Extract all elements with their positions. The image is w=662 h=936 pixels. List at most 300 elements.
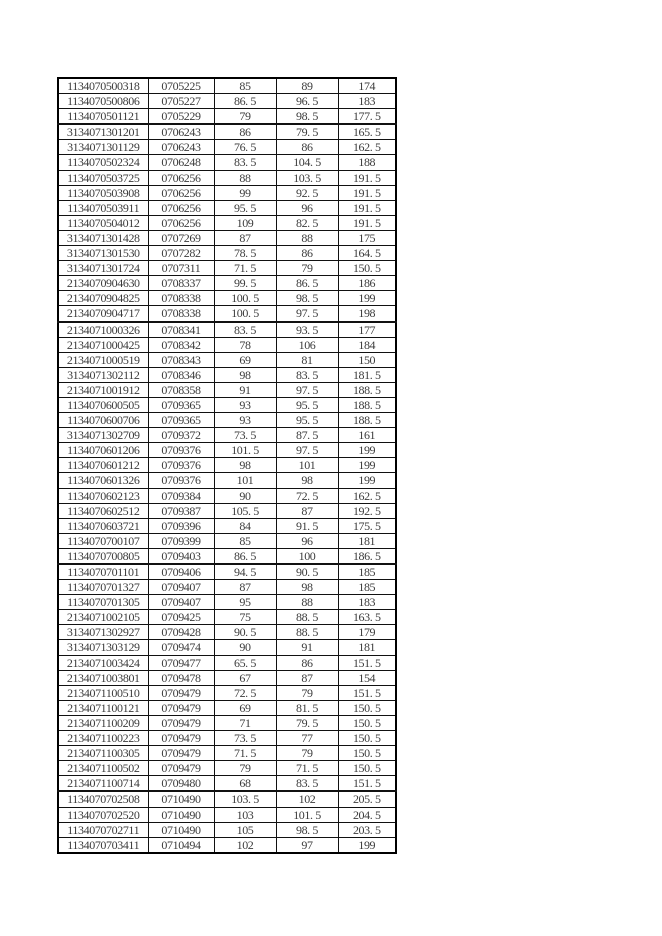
table-row <box>58 109 396 125</box>
table-row <box>58 580 396 595</box>
table-cell: 0706256 <box>148 170 214 185</box>
table-cell: 100 <box>276 548 338 564</box>
table-cell: 0708341 <box>148 322 214 338</box>
table-cell: 88 <box>214 170 276 185</box>
table-cell: 0709428 <box>148 625 214 640</box>
table-cell: 98 <box>214 367 276 382</box>
table-cell: 2134070904825 <box>58 291 148 306</box>
table-cell: 91 <box>276 640 338 655</box>
table-row <box>58 488 396 503</box>
table-cell: 161 <box>338 428 396 443</box>
table-cell: 87 <box>276 670 338 685</box>
table-cell: 102 <box>276 791 338 807</box>
table-cell: 2134071100305 <box>58 746 148 761</box>
table-cell: 2134071100223 <box>58 731 148 746</box>
table-cell: 0705227 <box>148 94 214 109</box>
table-cell: 1134070503908 <box>58 185 148 200</box>
table-cell: 88 <box>276 595 338 610</box>
table-cell: 87 <box>214 580 276 595</box>
table-cell: 150. 5 <box>338 700 396 715</box>
table-cell: 1134070701101 <box>58 564 148 580</box>
table-cell: 97. 5 <box>276 306 338 322</box>
table-cell: 95. 5 <box>276 397 338 412</box>
table-cell: 0709407 <box>148 595 214 610</box>
table-cell: 1134070603721 <box>58 518 148 533</box>
table-cell: 1134070500318 <box>58 78 148 94</box>
table-cell: 2134071100714 <box>58 776 148 792</box>
table-row <box>58 124 396 140</box>
table-cell: 93. 5 <box>276 322 338 338</box>
table-cell: 105. 5 <box>214 503 276 518</box>
table-cell: 0706256 <box>148 185 214 200</box>
table-cell: 1134070701305 <box>58 595 148 610</box>
table-row <box>58 837 396 853</box>
table-row <box>58 306 396 322</box>
table-row <box>58 548 396 564</box>
table-cell: 2134071100121 <box>58 700 148 715</box>
table-cell: 81. 5 <box>276 700 338 715</box>
table-cell: 0709480 <box>148 776 214 792</box>
table-cell: 83. 5 <box>276 776 338 792</box>
table-cell: 95. 5 <box>276 413 338 428</box>
table-cell: 88. 5 <box>276 625 338 640</box>
table-cell: 0709479 <box>148 715 214 730</box>
table-row <box>58 230 396 245</box>
table-cell: 1134070702508 <box>58 791 148 807</box>
table-cell: 0705225 <box>148 78 214 94</box>
table-cell: 77 <box>276 731 338 746</box>
table-cell: 1134070601206 <box>58 443 148 458</box>
table-cell: 151. 5 <box>338 685 396 700</box>
table-cell: 199 <box>338 291 396 306</box>
table-cell: 1134070602123 <box>58 488 148 503</box>
table-cell: 0708343 <box>148 352 214 367</box>
table-cell: 0709425 <box>148 610 214 625</box>
table-row <box>58 170 396 185</box>
table-row <box>58 807 396 822</box>
table-cell: 0709407 <box>148 580 214 595</box>
table-cell: 84 <box>214 518 276 533</box>
table-cell: 71. 5 <box>276 761 338 776</box>
table-cell: 3134071302709 <box>58 428 148 443</box>
table-cell: 69 <box>214 700 276 715</box>
table-cell: 90 <box>214 488 276 503</box>
table-cell: 150. 5 <box>338 761 396 776</box>
table-cell: 103. 5 <box>214 791 276 807</box>
table-row <box>58 140 396 155</box>
table-cell: 177 <box>338 322 396 338</box>
table-cell: 199 <box>338 473 396 488</box>
table-cell: 67 <box>214 670 276 685</box>
table-cell: 95 <box>214 595 276 610</box>
table-row <box>58 610 396 625</box>
table-cell: 191. 5 <box>338 215 396 230</box>
table-row <box>58 246 396 261</box>
scores-table <box>57 77 397 854</box>
table-cell: 0709406 <box>148 564 214 580</box>
table-row <box>58 397 396 412</box>
table-cell: 73. 5 <box>214 428 276 443</box>
table-cell: 0708338 <box>148 291 214 306</box>
table-cell: 1134070600706 <box>58 413 148 428</box>
table-cell: 1134070504012 <box>58 215 148 230</box>
table-cell: 3134071301129 <box>58 140 148 155</box>
table-cell: 0708358 <box>148 382 214 397</box>
table-cell: 96 <box>276 533 338 548</box>
table-cell: 1134070700107 <box>58 533 148 548</box>
table-cell: 188. 5 <box>338 397 396 412</box>
table-cell: 185 <box>338 564 396 580</box>
table-row <box>58 382 396 397</box>
table-cell: 98 <box>276 580 338 595</box>
table-cell: 191. 5 <box>338 185 396 200</box>
table-cell: 150. 5 <box>338 261 396 276</box>
table-row <box>58 731 396 746</box>
table-cell: 78. 5 <box>214 246 276 261</box>
table-cell: 3134071301530 <box>58 246 148 261</box>
table-cell: 0707282 <box>148 246 214 261</box>
table-cell: 1134070701327 <box>58 580 148 595</box>
table-cell: 90. 5 <box>214 625 276 640</box>
table-cell: 0706243 <box>148 124 214 140</box>
table-cell: 93 <box>214 413 276 428</box>
table-cell: 150. 5 <box>338 731 396 746</box>
table-cell: 79 <box>276 746 338 761</box>
table-row <box>58 322 396 338</box>
table-row <box>58 458 396 473</box>
table-cell: 188. 5 <box>338 413 396 428</box>
table-row <box>58 670 396 685</box>
table-cell: 2134070904717 <box>58 306 148 322</box>
table-cell: 87. 5 <box>276 428 338 443</box>
table-cell: 0708342 <box>148 337 214 352</box>
table-row <box>58 291 396 306</box>
table-cell: 1134070501121 <box>58 109 148 125</box>
table-cell: 88. 5 <box>276 610 338 625</box>
table-cell: 68 <box>214 776 276 792</box>
table-row <box>58 428 396 443</box>
table-cell: 91. 5 <box>276 518 338 533</box>
table-row <box>58 78 396 94</box>
table-cell: 0709479 <box>148 731 214 746</box>
table-cell: 0706256 <box>148 200 214 215</box>
table-cell: 198 <box>338 306 396 322</box>
table-cell: 102 <box>214 837 276 853</box>
table-cell: 0709479 <box>148 761 214 776</box>
table-cell: 98. 5 <box>276 109 338 125</box>
table-cell: 1134070600505 <box>58 397 148 412</box>
table-cell: 86 <box>214 124 276 140</box>
table-cell: 175 <box>338 230 396 245</box>
table-row <box>58 443 396 458</box>
table-row <box>58 503 396 518</box>
table-cell: 0709479 <box>148 700 214 715</box>
table-cell: 79. 5 <box>276 124 338 140</box>
table-row <box>58 473 396 488</box>
table-cell: 103. 5 <box>276 170 338 185</box>
table-cell: 101. 5 <box>276 807 338 822</box>
table-cell: 0706248 <box>148 155 214 170</box>
table-cell: 83. 5 <box>214 322 276 338</box>
table-cell: 81 <box>276 352 338 367</box>
table-row <box>58 367 396 382</box>
table-cell: 82. 5 <box>276 215 338 230</box>
table-cell: 2134071100510 <box>58 685 148 700</box>
table-cell: 204. 5 <box>338 807 396 822</box>
table-cell: 0710490 <box>148 791 214 807</box>
table-cell: 0709376 <box>148 443 214 458</box>
table-cell: 100. 5 <box>214 291 276 306</box>
table-row <box>58 518 396 533</box>
table-cell: 0709479 <box>148 746 214 761</box>
table-cell: 2134071002105 <box>58 610 148 625</box>
table-cell: 3134071301428 <box>58 230 148 245</box>
table-cell: 86 <box>276 140 338 155</box>
table-row <box>58 715 396 730</box>
table-cell: 0709365 <box>148 397 214 412</box>
table-cell: 0709365 <box>148 413 214 428</box>
table-cell: 95. 5 <box>214 200 276 215</box>
table-cell: 175. 5 <box>338 518 396 533</box>
table-cell: 199 <box>338 458 396 473</box>
table-cell: 205. 5 <box>338 791 396 807</box>
table-cell: 162. 5 <box>338 140 396 155</box>
table-cell: 203. 5 <box>338 822 396 837</box>
table-cell: 98 <box>214 458 276 473</box>
table-cell: 0709387 <box>148 503 214 518</box>
scores-table-body <box>58 78 396 853</box>
table-row <box>58 791 396 807</box>
table-cell: 0709399 <box>148 533 214 548</box>
table-cell: 73. 5 <box>214 731 276 746</box>
table-cell: 87 <box>276 503 338 518</box>
table-row <box>58 94 396 109</box>
table-cell: 91 <box>214 382 276 397</box>
table-cell: 179 <box>338 625 396 640</box>
table-cell: 103 <box>214 807 276 822</box>
table-cell: 181 <box>338 533 396 548</box>
table-cell: 3134071301201 <box>58 124 148 140</box>
table-cell: 98. 5 <box>276 291 338 306</box>
table-cell: 76. 5 <box>214 140 276 155</box>
table-cell: 78 <box>214 337 276 352</box>
table-row <box>58 533 396 548</box>
table-row <box>58 200 396 215</box>
table-cell: 1134070503911 <box>58 200 148 215</box>
table-cell: 79 <box>214 109 276 125</box>
table-cell: 2134071003801 <box>58 670 148 685</box>
table-row <box>58 640 396 655</box>
table-cell: 181. 5 <box>338 367 396 382</box>
table-row <box>58 761 396 776</box>
table-row <box>58 822 396 837</box>
table-cell: 99. 5 <box>214 276 276 291</box>
table-cell: 106 <box>276 337 338 352</box>
table-cell: 83. 5 <box>214 155 276 170</box>
table-cell: 192. 5 <box>338 503 396 518</box>
table-cell: 71. 5 <box>214 746 276 761</box>
table-cell: 191. 5 <box>338 170 396 185</box>
table-row <box>58 685 396 700</box>
table-cell: 98. 5 <box>276 822 338 837</box>
table-cell: 188 <box>338 155 396 170</box>
table-cell: 0708338 <box>148 306 214 322</box>
table-cell: 1134070500806 <box>58 94 148 109</box>
table-cell: 104. 5 <box>276 155 338 170</box>
table-cell: 150. 5 <box>338 715 396 730</box>
table-cell: 1134070601212 <box>58 458 148 473</box>
table-row <box>58 595 396 610</box>
table-cell: 150. 5 <box>338 746 396 761</box>
table-cell: 0707269 <box>148 230 214 245</box>
table-row <box>58 352 396 367</box>
table-cell: 3134071302112 <box>58 367 148 382</box>
table-cell: 2134071100502 <box>58 761 148 776</box>
table-row <box>58 776 396 792</box>
table-cell: 3134071303129 <box>58 640 148 655</box>
table-cell: 181 <box>338 640 396 655</box>
table-cell: 199 <box>338 837 396 853</box>
table-cell: 1134070601326 <box>58 473 148 488</box>
table-cell: 90. 5 <box>276 564 338 580</box>
table-cell: 86. 5 <box>276 276 338 291</box>
table-cell: 0710490 <box>148 822 214 837</box>
table-cell: 184 <box>338 337 396 352</box>
table-cell: 2134071000326 <box>58 322 148 338</box>
table-cell: 79. 5 <box>276 715 338 730</box>
table-cell: 92. 5 <box>276 185 338 200</box>
table-cell: 0709479 <box>148 685 214 700</box>
table-cell: 85 <box>214 78 276 94</box>
table-row <box>58 564 396 580</box>
table-row <box>58 155 396 170</box>
table-cell: 1134070702711 <box>58 822 148 837</box>
table-cell: 79 <box>276 685 338 700</box>
table-cell: 72. 5 <box>214 685 276 700</box>
table-cell: 0709474 <box>148 640 214 655</box>
table-cell: 2134071000519 <box>58 352 148 367</box>
table-row <box>58 746 396 761</box>
table-cell: 101 <box>214 473 276 488</box>
table-cell: 154 <box>338 670 396 685</box>
table-cell: 0708346 <box>148 367 214 382</box>
table-cell: 88 <box>276 230 338 245</box>
table-cell: 86 <box>276 655 338 670</box>
table-row <box>58 215 396 230</box>
table-cell: 0705229 <box>148 109 214 125</box>
table-row <box>58 261 396 276</box>
table-cell: 183 <box>338 94 396 109</box>
table-cell: 93 <box>214 397 276 412</box>
table-cell: 164. 5 <box>338 246 396 261</box>
table-cell: 1134070703411 <box>58 837 148 853</box>
table-cell: 185 <box>338 580 396 595</box>
table-cell: 151. 5 <box>338 655 396 670</box>
table-cell: 2134071000425 <box>58 337 148 352</box>
table-cell: 101 <box>276 458 338 473</box>
table-cell: 2134071001912 <box>58 382 148 397</box>
table-cell: 2134071100209 <box>58 715 148 730</box>
table-cell: 0709396 <box>148 518 214 533</box>
table-cell: 86. 5 <box>214 548 276 564</box>
table-cell: 0708337 <box>148 276 214 291</box>
table-cell: 0707311 <box>148 261 214 276</box>
table-cell: 188. 5 <box>338 382 396 397</box>
table-cell: 2134071003424 <box>58 655 148 670</box>
table-cell: 0710490 <box>148 807 214 822</box>
table-cell: 65. 5 <box>214 655 276 670</box>
table-cell: 97 <box>276 837 338 853</box>
table-cell: 0709477 <box>148 655 214 670</box>
table-cell: 0709372 <box>148 428 214 443</box>
table-cell: 162. 5 <box>338 488 396 503</box>
table-row <box>58 413 396 428</box>
table-row <box>58 625 396 640</box>
table-cell: 0709403 <box>148 548 214 564</box>
table-cell: 97. 5 <box>276 443 338 458</box>
table-cell: 3134071302927 <box>58 625 148 640</box>
table-row <box>58 655 396 670</box>
table-cell: 177. 5 <box>338 109 396 125</box>
table-row <box>58 337 396 352</box>
table-cell: 85 <box>214 533 276 548</box>
table-cell: 165. 5 <box>338 124 396 140</box>
table-row <box>58 700 396 715</box>
table-cell: 3134071301724 <box>58 261 148 276</box>
table-cell: 94. 5 <box>214 564 276 580</box>
table-cell: 99 <box>214 185 276 200</box>
table-row <box>58 276 396 291</box>
table-cell: 86. 5 <box>214 94 276 109</box>
table-cell: 191. 5 <box>338 200 396 215</box>
table-cell: 90 <box>214 640 276 655</box>
table-cell: 174 <box>338 78 396 94</box>
table-cell: 72. 5 <box>276 488 338 503</box>
table-cell: 1134070503725 <box>58 170 148 185</box>
table-cell: 0709384 <box>148 488 214 503</box>
table-cell: 0710494 <box>148 837 214 853</box>
table-cell: 83. 5 <box>276 367 338 382</box>
table-cell: 151. 5 <box>338 776 396 792</box>
table-cell: 186 <box>338 276 396 291</box>
table-cell: 163. 5 <box>338 610 396 625</box>
table-cell: 96. 5 <box>276 94 338 109</box>
table-cell: 2134070904630 <box>58 276 148 291</box>
table-row <box>58 185 396 200</box>
table-cell: 97. 5 <box>276 382 338 397</box>
table-cell: 199 <box>338 443 396 458</box>
table-cell: 0709376 <box>148 473 214 488</box>
table-cell: 86 <box>276 246 338 261</box>
table-cell: 1134070602512 <box>58 503 148 518</box>
table-cell: 96 <box>276 200 338 215</box>
table-cell: 89 <box>276 78 338 94</box>
table-cell: 101. 5 <box>214 443 276 458</box>
table-cell: 0706243 <box>148 140 214 155</box>
table-cell: 79 <box>276 261 338 276</box>
table-cell: 100. 5 <box>214 306 276 322</box>
table-cell: 69 <box>214 352 276 367</box>
table-cell: 75 <box>214 610 276 625</box>
table-cell: 1134070700805 <box>58 548 148 564</box>
table-cell: 79 <box>214 761 276 776</box>
table-cell: 1134070502324 <box>58 155 148 170</box>
table-cell: 105 <box>214 822 276 837</box>
table-cell: 186. 5 <box>338 548 396 564</box>
table-cell: 1134070702520 <box>58 807 148 822</box>
table-cell: 0709376 <box>148 458 214 473</box>
table-cell: 0709478 <box>148 670 214 685</box>
